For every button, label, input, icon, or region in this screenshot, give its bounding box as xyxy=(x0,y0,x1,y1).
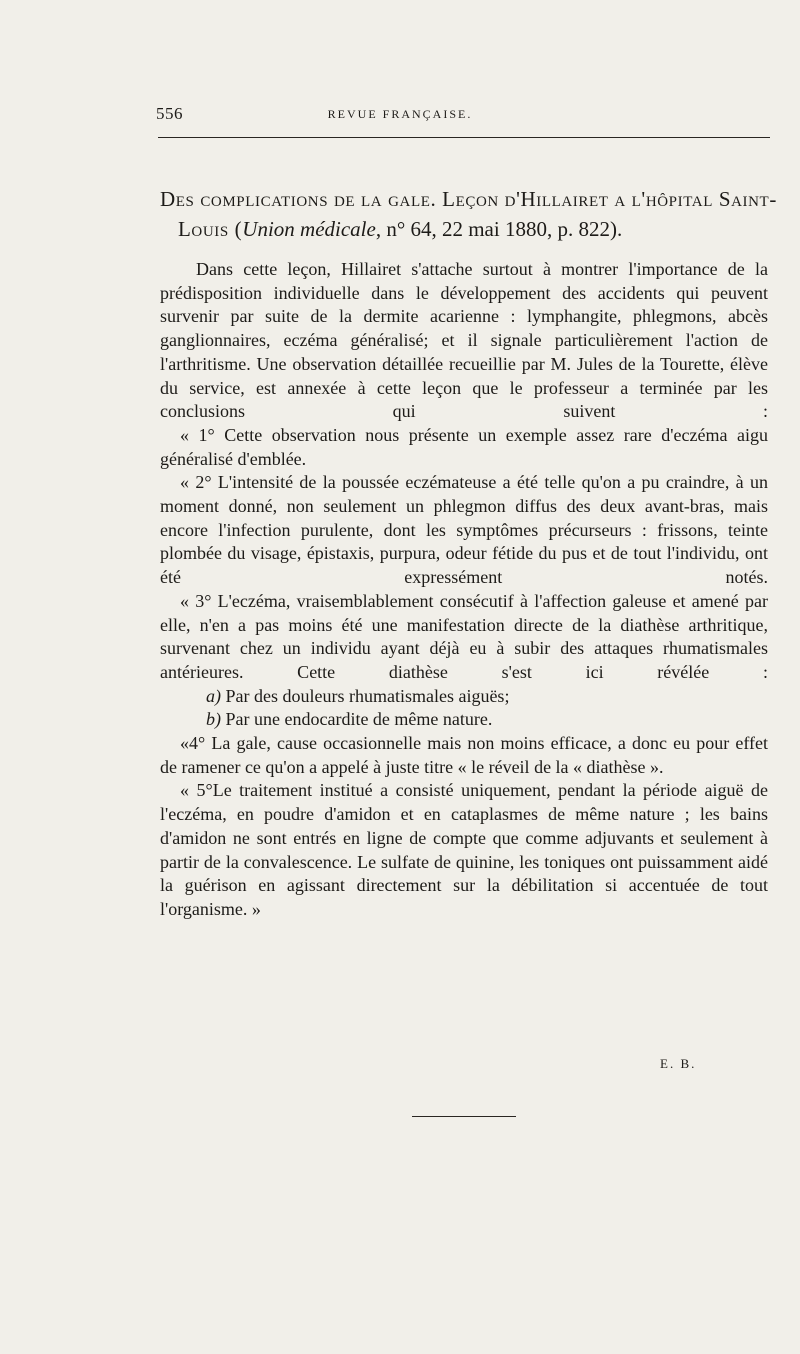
paragraph-conclusion-1: « 1° Cette observation nous présente un exemple assez rare d'eczéma aigu généralisé d'emblée. xyxy=(160,424,768,469)
page-number: 556 xyxy=(156,104,183,123)
list-item xyxy=(160,685,768,709)
list-marker: a) xyxy=(206,685,221,706)
article-title xyxy=(160,184,777,244)
header-rule xyxy=(158,137,770,138)
paragraph-conclusion-4: «4° La gale, cause occasionnelle mais non moins efficace, a donc eu pour effet de ramener ce qu'on a appelé à juste titre « le réveil de la « diathèse ». xyxy=(160,733,768,777)
title-prefix: Louis ( xyxy=(178,217,243,241)
paragraph-intro: Dans cette leçon, Hillairet s'attache surtout à montrer l'importance de la prédisposition individuelle dans le développement des accidents qui peuvent survenir par suite de la dermite acarienne : lymphangite, phlegmons, abcès ganglionnaires, eczéma généralisé; et il signale particulièrement l'action de l'arthritisme. Une observation détaillée recueillie par M. Jules de la Tourette, élève du service, est annexée à cette leçon que le professeur a terminée par les conclusions qui suivent : xyxy=(160,259,768,422)
journal-name: Union médicale xyxy=(242,217,376,241)
signature: E. B. xyxy=(660,1056,697,1071)
list-marker: b) xyxy=(206,709,221,730)
article-title-line2 xyxy=(160,214,766,244)
list-item xyxy=(160,708,768,732)
paragraph-conclusion-2: « 2° L'intensité de la poussée eczémateuse a été telle qu'on a pu craindre, à un moment donné, non seulement un phlegmon diffus des deux avant-bras, mais encore l'infection purulente, dont les symptômes précurseurs : frissons, teinte plombée du visage, épistaxis, purpura, odeur fétide du pus et de tout l'individu, ont été expressément notés. xyxy=(160,472,768,588)
article-title-line1: Des complications de la gale. Leçon d'Hillairet a l'hôpital Saint- xyxy=(160,187,777,211)
article-body xyxy=(160,258,768,922)
title-suffix: , n° 64, 22 mai 1880, p. 822). xyxy=(375,217,623,241)
list-text: Par une endocardite de même nature. xyxy=(225,709,493,730)
paragraph-conclusion-5: « 5°Le traitement institué a consisté uniquement, pendant la période aiguë de l'eczéma, en poudre d'amidon et en cataplasmes de même nature ; les bains d'amidon ne sont entrés en ligne de compte que comme adjuvants et seulement à partir de la convalescence. Le sulfate de quinine, les toniques ont puissamment aidé la guérison en agissant directement sur la débilitation si accentuée de tout l'organisme. » xyxy=(160,780,768,919)
section-end-rule xyxy=(412,1116,516,1117)
running-title: REVUE FRANÇAISE. xyxy=(327,107,473,121)
list-text: Par des douleurs rhumatismales aiguës; xyxy=(225,685,510,706)
paragraph-conclusion-3: « 3° L'eczéma, vraisemblablement consécutif à l'affection galeuse et amené par elle, n'en a pas moins été une manifestation directe de la diathèse arthritique, survenant chez un individu ayant déjà eu à subir des attaques rhumatismales antérieures. Cette diathèse s'est ici révélée : xyxy=(160,590,768,682)
